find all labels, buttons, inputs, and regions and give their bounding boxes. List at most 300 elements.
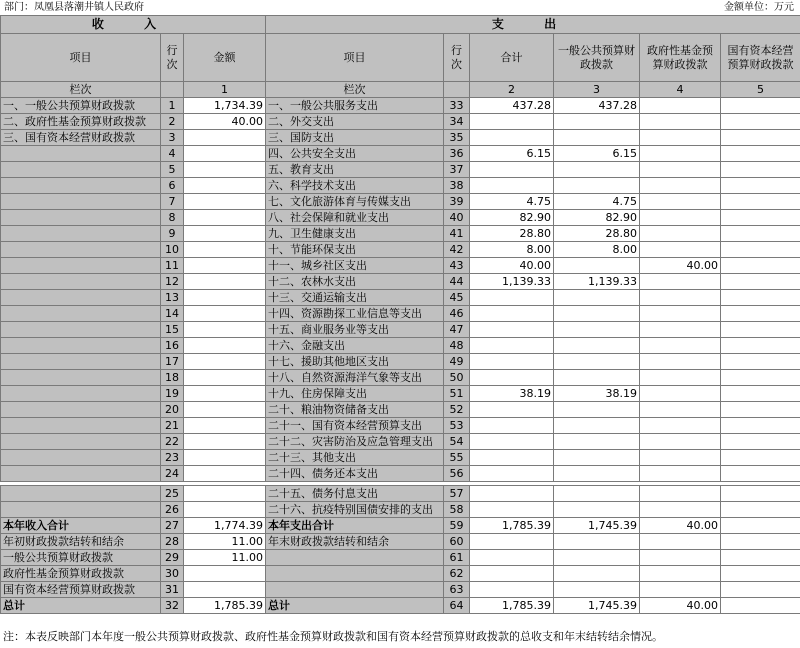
table-row: [1, 322, 800, 338]
income-item-cell: [1, 210, 161, 226]
total-cell: [470, 450, 554, 466]
income-amount-cell: [184, 486, 266, 502]
income-amount-cell: 11.00: [184, 550, 266, 566]
expense-rowno-cell: 39: [444, 194, 470, 210]
income-amount-cell: 1,734.39: [184, 98, 266, 114]
state-cell: [721, 98, 800, 114]
total-cell: [470, 114, 554, 130]
income-item-cell: [1, 466, 161, 482]
expense-item-cell: 二十六、抗疫特别国债安排的支出: [266, 502, 444, 518]
expense-item-cell: [266, 566, 444, 582]
expense-rowno-cell: 51: [444, 386, 470, 402]
state-cell: [721, 502, 800, 518]
total-cell: [470, 290, 554, 306]
total-cell: [470, 566, 554, 582]
income-amount-cell: 11.00: [184, 534, 266, 550]
total-cell: 4.75: [470, 194, 554, 210]
expense-item-cell: 十六、金融支出: [266, 338, 444, 354]
income-rowno-cell: 28: [161, 534, 184, 550]
income-amount-cell: [184, 210, 266, 226]
sheet-header: [0, 0, 800, 15]
income-amount-cell: [184, 582, 266, 598]
expense-rowno-cell: 48: [444, 338, 470, 354]
income-amount-cell: [184, 146, 266, 162]
general-cell: 6.15: [554, 146, 640, 162]
total-cell: 1,785.39: [470, 598, 554, 614]
fund-cell: [640, 434, 721, 450]
income-rowno-cell: 23: [161, 450, 184, 466]
fund-cell: [640, 566, 721, 582]
general-cell: [554, 450, 640, 466]
income-rowno-cell: 2: [161, 114, 184, 130]
total-cell: [470, 502, 554, 518]
income-rowno-cell: 8: [161, 210, 184, 226]
table-row: [1, 550, 800, 566]
expense-item-cell: 十三、交通运输支出: [266, 290, 444, 306]
total-cell: 82.90: [470, 210, 554, 226]
general-cell: [554, 434, 640, 450]
expense-item-cell: 十七、援助其他地区支出: [266, 354, 444, 370]
expense-rowno-cell: 44: [444, 274, 470, 290]
income-item-cell: [1, 418, 161, 434]
general-cell: [554, 370, 640, 386]
state-cell: [721, 242, 800, 258]
col-header-income-amount: 金额: [184, 34, 266, 82]
general-cell: [554, 338, 640, 354]
income-item-cell: [1, 146, 161, 162]
index-cell: 4: [640, 82, 721, 98]
income-rowno-cell: 6: [161, 178, 184, 194]
income-amount-cell: [184, 130, 266, 146]
income-item-cell: 总计: [1, 598, 161, 614]
income-item-cell: [1, 486, 161, 502]
table-row: [1, 178, 800, 194]
income-item-cell: 政府性基金预算财政拨款: [1, 566, 161, 582]
general-cell: [554, 582, 640, 598]
income-amount-cell: [184, 290, 266, 306]
income-item-cell: [1, 226, 161, 242]
expense-rowno-cell: 37: [444, 162, 470, 178]
table-row: [1, 354, 800, 370]
table-row: [1, 98, 800, 114]
index-cell: [161, 82, 184, 98]
fund-cell: [640, 322, 721, 338]
fund-cell: [640, 338, 721, 354]
income-item-cell: [1, 290, 161, 306]
expense-item-cell: 十二、农林水支出: [266, 274, 444, 290]
state-cell: [721, 322, 800, 338]
expense-item-cell: 三、国防支出: [266, 130, 444, 146]
income-rowno-cell: 25: [161, 486, 184, 502]
expense-rowno-cell: 59: [444, 518, 470, 534]
general-cell: 1,745.39: [554, 518, 640, 534]
expense-item-cell: 年末财政拨款结转和结余: [266, 534, 444, 550]
expense-rowno-cell: 41: [444, 226, 470, 242]
fund-cell: [640, 114, 721, 130]
table-row: [1, 306, 800, 322]
expense-rowno-cell: 50: [444, 370, 470, 386]
general-cell: [554, 290, 640, 306]
fund-cell: [640, 550, 721, 566]
income-rowno-cell: 18: [161, 370, 184, 386]
general-cell: [554, 566, 640, 582]
table-row: [1, 518, 800, 534]
col-header-income-rowno: 行次: [161, 34, 184, 82]
col-header-general: 一般公共预算财政拨款: [554, 34, 640, 82]
income-item-cell: [1, 306, 161, 322]
table-row: [1, 418, 800, 434]
state-cell: [721, 306, 800, 322]
general-cell: 4.75: [554, 194, 640, 210]
income-rowno-cell: 9: [161, 226, 184, 242]
table-row: [1, 274, 800, 290]
index-cell: 5: [721, 82, 800, 98]
expense-rowno-cell: 47: [444, 322, 470, 338]
income-amount-cell: [184, 226, 266, 242]
total-cell: [470, 162, 554, 178]
income-rowno-cell: 11: [161, 258, 184, 274]
expense-item-cell: 二十一、国有资本经营预算支出: [266, 418, 444, 434]
general-cell: [554, 418, 640, 434]
department-label: 部门：凤凰县落潮井镇人民政府: [4, 2, 144, 13]
income-amount-cell: [184, 434, 266, 450]
total-cell: [470, 354, 554, 370]
fund-cell: [640, 370, 721, 386]
total-cell: [470, 434, 554, 450]
income-item-cell: [1, 274, 161, 290]
general-cell: [554, 322, 640, 338]
income-rowno-cell: 7: [161, 194, 184, 210]
expense-item-cell: 一、一般公共服务支出: [266, 98, 444, 114]
income-rowno-cell: 1: [161, 98, 184, 114]
general-cell: [554, 306, 640, 322]
income-amount-cell: [184, 466, 266, 482]
table-row: [1, 338, 800, 354]
table-row: [1, 402, 800, 418]
table-row: [1, 194, 800, 210]
expense-item-cell: 五、教育支出: [266, 162, 444, 178]
income-amount-cell: [184, 178, 266, 194]
fund-cell: [640, 306, 721, 322]
index-cell: [444, 82, 470, 98]
state-cell: [721, 210, 800, 226]
state-cell: [721, 550, 800, 566]
income-rowno-cell: 31: [161, 582, 184, 598]
general-cell: [554, 178, 640, 194]
expense-rowno-cell: 56: [444, 466, 470, 482]
income-amount-cell: [184, 242, 266, 258]
income-rowno-cell: 16: [161, 338, 184, 354]
fund-cell: [640, 98, 721, 114]
table-row: [1, 130, 800, 146]
state-cell: [721, 226, 800, 242]
col-header-income-item: 项目: [1, 34, 161, 82]
expense-item-cell: 二、外交支出: [266, 114, 444, 130]
col-header-fund: 政府性基金预算财政拨款: [640, 34, 721, 82]
income-amount-cell: [184, 386, 266, 402]
expense-item-cell: 二十四、债务还本支出: [266, 466, 444, 482]
income-item-cell: 一般公共预算财政拨款: [1, 550, 161, 566]
fund-cell: [640, 274, 721, 290]
income-amount-cell: [184, 566, 266, 582]
income-amount-cell: [184, 162, 266, 178]
general-cell: [554, 130, 640, 146]
income-rowno-cell: 21: [161, 418, 184, 434]
income-item-cell: [1, 370, 161, 386]
table-row: [1, 290, 800, 306]
fund-cell: 40.00: [640, 518, 721, 534]
state-cell: [721, 582, 800, 598]
state-cell: [721, 402, 800, 418]
total-cell: 28.80: [470, 226, 554, 242]
expense-item-cell: 十四、资源勘探工业信息等支出: [266, 306, 444, 322]
expense-item-cell: 十、节能环保支出: [266, 242, 444, 258]
general-cell: [554, 502, 640, 518]
fund-cell: [640, 502, 721, 518]
table-row: [1, 450, 800, 466]
budget-table: [0, 15, 800, 614]
fund-cell: [640, 466, 721, 482]
expense-rowno-cell: 62: [444, 566, 470, 582]
total-cell: 38.19: [470, 386, 554, 402]
general-cell: [554, 402, 640, 418]
fund-cell: [640, 582, 721, 598]
income-item-cell: 三、国有资本经营财政拨款: [1, 130, 161, 146]
total-cell: 1,139.33: [470, 274, 554, 290]
state-cell: [721, 354, 800, 370]
state-cell: [721, 370, 800, 386]
income-amount-cell: [184, 274, 266, 290]
general-cell: 28.80: [554, 226, 640, 242]
fund-cell: [640, 194, 721, 210]
income-rowno-cell: 10: [161, 242, 184, 258]
total-cell: 40.00: [470, 258, 554, 274]
income-item-cell: 一、一般公共预算财政拨款: [1, 98, 161, 114]
general-cell: 8.00: [554, 242, 640, 258]
income-item-cell: [1, 162, 161, 178]
state-cell: [721, 146, 800, 162]
fund-cell: [640, 242, 721, 258]
state-cell: [721, 566, 800, 582]
income-amount-cell: [184, 194, 266, 210]
income-rowno-cell: 22: [161, 434, 184, 450]
expense-item-cell: [266, 582, 444, 598]
income-amount-cell: 1,785.39: [184, 598, 266, 614]
general-cell: 82.90: [554, 210, 640, 226]
index-cell: 2: [470, 82, 554, 98]
expense-rowno-cell: 58: [444, 502, 470, 518]
income-amount-cell: 1,774.39: [184, 518, 266, 534]
income-item-cell: [1, 338, 161, 354]
expense-item-cell: 十九、住房保障支出: [266, 386, 444, 402]
expense-rowno-cell: 42: [444, 242, 470, 258]
income-item-cell: [1, 354, 161, 370]
table-row: [1, 226, 800, 242]
income-item-cell: [1, 502, 161, 518]
total-cell: 6.15: [470, 146, 554, 162]
fund-cell: [640, 146, 721, 162]
state-cell: [721, 194, 800, 210]
total-cell: [470, 582, 554, 598]
expense-item-cell: 二十五、债务付息支出: [266, 486, 444, 502]
income-amount-cell: [184, 338, 266, 354]
general-cell: [554, 534, 640, 550]
unit-label: 金额单位：万元: [724, 2, 794, 13]
total-cell: 437.28: [470, 98, 554, 114]
income-amount-cell: [184, 370, 266, 386]
state-cell: [721, 518, 800, 534]
fund-cell: [640, 354, 721, 370]
expense-item-cell: 四、公共安全支出: [266, 146, 444, 162]
state-cell: [721, 258, 800, 274]
total-cell: 1,785.39: [470, 518, 554, 534]
col-header-expense-item: 项目: [266, 34, 444, 82]
expense-rowno-cell: 63: [444, 582, 470, 598]
table-row: [1, 434, 800, 450]
income-item-cell: [1, 402, 161, 418]
income-item-cell: [1, 386, 161, 402]
income-rowno-cell: 12: [161, 274, 184, 290]
income-rowno-cell: 17: [161, 354, 184, 370]
index-label-expense: 栏次: [266, 82, 444, 98]
income-rowno-cell: 3: [161, 130, 184, 146]
table-row: [1, 534, 800, 550]
income-amount-cell: [184, 322, 266, 338]
income-rowno-cell: 13: [161, 290, 184, 306]
total-cell: [470, 402, 554, 418]
total-cell: [470, 178, 554, 194]
income-item-cell: [1, 322, 161, 338]
fund-cell: 40.00: [640, 258, 721, 274]
state-cell: [721, 338, 800, 354]
table-row: [1, 486, 800, 502]
general-cell: [554, 114, 640, 130]
state-cell: [721, 434, 800, 450]
fund-cell: 40.00: [640, 598, 721, 614]
fund-cell: [640, 162, 721, 178]
expense-rowno-cell: 64: [444, 598, 470, 614]
expense-rowno-cell: 36: [444, 146, 470, 162]
state-cell: [721, 274, 800, 290]
income-rowno-cell: 30: [161, 566, 184, 582]
state-cell: [721, 178, 800, 194]
total-cell: [470, 338, 554, 354]
income-rowno-cell: 29: [161, 550, 184, 566]
table-row: [1, 566, 800, 582]
expense-rowno-cell: 34: [444, 114, 470, 130]
expense-item-cell: 十八、自然资源海洋气象等支出: [266, 370, 444, 386]
fund-cell: [640, 486, 721, 502]
income-amount-cell: [184, 306, 266, 322]
state-cell: [721, 450, 800, 466]
expense-item-cell: 六、科学技术支出: [266, 178, 444, 194]
fund-cell: [640, 534, 721, 550]
fund-cell: [640, 226, 721, 242]
expense-rowno-cell: 40: [444, 210, 470, 226]
total-cell: 8.00: [470, 242, 554, 258]
col-header-total: 合计: [470, 34, 554, 82]
total-cell: [470, 466, 554, 482]
income-item-cell: [1, 194, 161, 210]
expense-rowno-cell: 57: [444, 486, 470, 502]
table-row: [1, 242, 800, 258]
table-row: [1, 582, 800, 598]
state-cell: [721, 598, 800, 614]
income-amount-cell: [184, 258, 266, 274]
expense-item-cell: [266, 550, 444, 566]
total-cell: [470, 322, 554, 338]
expense-item-cell: 二十三、其他支出: [266, 450, 444, 466]
index-cell: 3: [554, 82, 640, 98]
fund-cell: [640, 386, 721, 402]
table-row: [1, 466, 800, 482]
state-cell: [721, 162, 800, 178]
expense-item-cell: 十一、城乡社区支出: [266, 258, 444, 274]
state-cell: [721, 534, 800, 550]
expense-item-cell: 九、卫生健康支出: [266, 226, 444, 242]
state-cell: [721, 486, 800, 502]
income-item-cell: [1, 258, 161, 274]
col-header-state: 国有资本经营预算财政拨款: [721, 34, 800, 82]
table-row: [1, 598, 800, 614]
footnote: 注：本表反映部门本年度一般公共预算财政拨款、政府性基金预算财政拨款和国有资本经营预算财政拨款的总收支和年末结转结余情况。: [3, 630, 663, 643]
expense-rowno-cell: 46: [444, 306, 470, 322]
total-cell: [470, 534, 554, 550]
income-rowno-cell: 24: [161, 466, 184, 482]
state-cell: [721, 290, 800, 306]
expense-section-header: 支 出: [266, 16, 800, 34]
fund-cell: [640, 450, 721, 466]
income-item-cell: 二、政府性基金预算财政拨款: [1, 114, 161, 130]
expense-item-cell: 七、文化旅游体育与传媒支出: [266, 194, 444, 210]
income-item-cell: 本年收入合计: [1, 518, 161, 534]
income-amount-cell: [184, 402, 266, 418]
income-rowno-cell: 27: [161, 518, 184, 534]
income-item-cell: [1, 242, 161, 258]
income-rowno-cell: 15: [161, 322, 184, 338]
general-cell: 437.28: [554, 98, 640, 114]
expense-rowno-cell: 53: [444, 418, 470, 434]
table-row: [1, 162, 800, 178]
general-cell: [554, 466, 640, 482]
income-amount-cell: [184, 354, 266, 370]
general-cell: 38.19: [554, 386, 640, 402]
state-cell: [721, 466, 800, 482]
income-item-cell: [1, 178, 161, 194]
income-item-cell: 国有资本经营预算财政拨款: [1, 582, 161, 598]
state-cell: [721, 386, 800, 402]
income-amount-cell: [184, 502, 266, 518]
fund-cell: [640, 130, 721, 146]
index-label-income: 栏次: [1, 82, 161, 98]
income-rowno-cell: 5: [161, 162, 184, 178]
expense-item-cell: 总计: [266, 598, 444, 614]
general-cell: 1,745.39: [554, 598, 640, 614]
expense-rowno-cell: 38: [444, 178, 470, 194]
general-cell: [554, 258, 640, 274]
total-cell: [470, 486, 554, 502]
expense-rowno-cell: 33: [444, 98, 470, 114]
income-item-cell: [1, 434, 161, 450]
table-row: [1, 210, 800, 226]
income-rowno-cell: 32: [161, 598, 184, 614]
fund-cell: [640, 210, 721, 226]
income-item-cell: 年初财政拨款结转和结余: [1, 534, 161, 550]
fund-cell: [640, 290, 721, 306]
expense-rowno-cell: 60: [444, 534, 470, 550]
state-cell: [721, 418, 800, 434]
expense-rowno-cell: 45: [444, 290, 470, 306]
